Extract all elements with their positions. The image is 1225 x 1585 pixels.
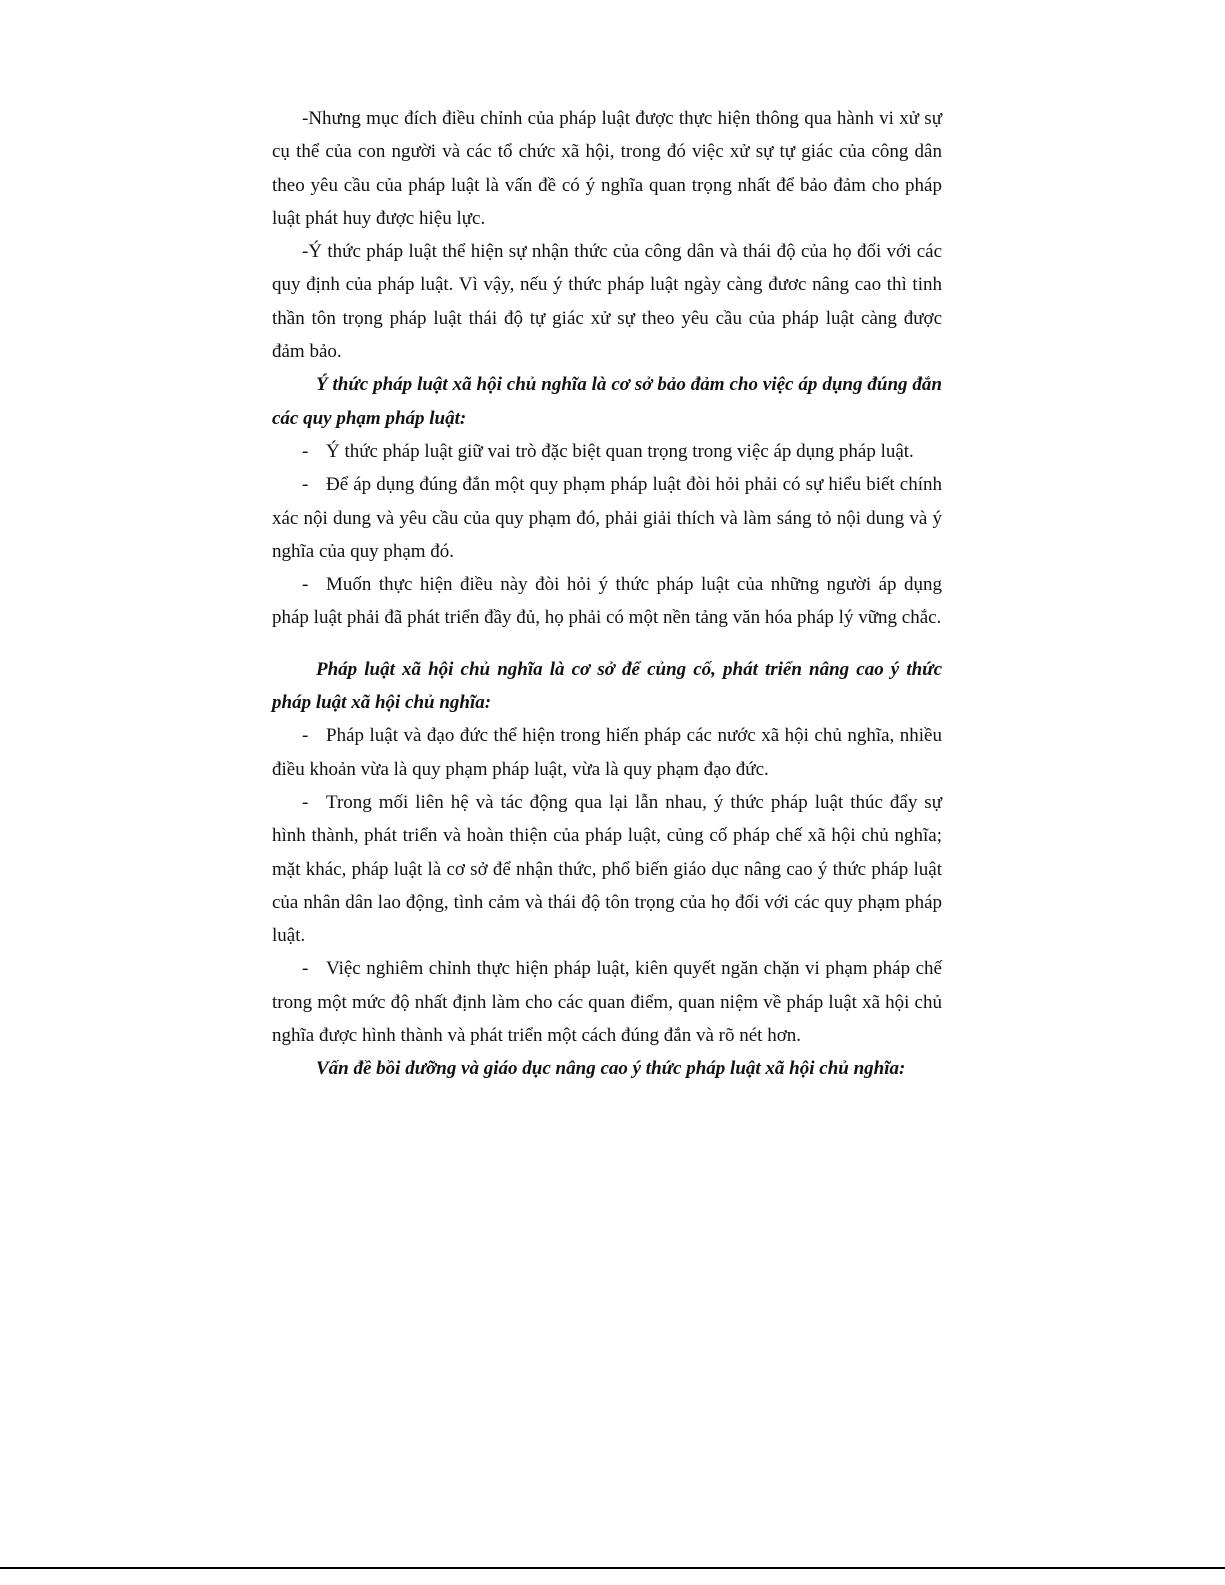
page-bottom-border (0, 1567, 1225, 1569)
paragraph-awareness: -Ý thức pháp luật thể hiện sự nhận thức của công dân và thái độ của họ đối với các quy định của pháp luật. Vì vậy, nếu ý thức pháp luật ngày càng đươc nâng cao thì tinh thần tôn trọng pháp luật thái độ tự giác xử sự theo yêu cầu của pháp luật càng được đảm bảo. (272, 241, 942, 363)
bullet-dash: - (302, 440, 309, 462)
spacer (272, 635, 942, 653)
paragraph-purpose: -Nhưng mục đích điều chỉnh của pháp luật được thực hiện thông qua hành vi xử sự cụ thể của con người và các tổ chức xã hội, trong đó việc xử sự tự giác của công dân theo yêu cầu của pháp luật là vấn đề có ý nghĩa quan trọng nhất để bảo đảm cho pháp luật phát huy được hiệu lực. (272, 108, 942, 229)
section-heading-consolidation: Pháp luật xã hội chủ nghĩa là cơ sở để củng cố, phát triển nâng cao ý thức pháp luật xã hội chủ nghĩa: (272, 658, 942, 714)
bullet-item (272, 719, 942, 786)
section-heading-education: Vấn đề bồi dưỡng và giáo dục nâng cao ý thức pháp luật xã hội chủ nghĩa: (316, 1058, 906, 1080)
bullet-dash: - (302, 574, 309, 596)
bullet-text: Pháp luật và đạo đức thể hiện trong hiến pháp các nước xã hội chủ nghĩa, nhiều điều khoản vừa là quy phạm pháp luật, vừa là quy phạm đạo đức. (272, 725, 942, 780)
bullet-dash: - (302, 474, 309, 496)
bullet-dash: - (302, 725, 309, 747)
bullet-text: Việc nghiêm chỉnh thực hiện pháp luật, kiên quyết ngăn chặn vi phạm pháp chế trong một mức độ nhất định làm cho các quan điểm, quan niệm về pháp luật xã hội chủ nghĩa được hình thành và phát triển một cách đúng đắn và rõ nét hơn. (272, 958, 942, 1047)
bullet-dash: - (302, 958, 309, 980)
bullet-text: Để áp dụng đúng đắn một quy phạm pháp luật đòi hỏi phải có sự hiểu biết chính xác nội dung và yêu cầu của quy phạm đó, phải giải thích và làm sáng tỏ nội dung và ý nghĩa của quy phạm đó. (272, 474, 942, 562)
document-body (272, 102, 942, 1086)
bullet-item (272, 568, 942, 635)
bullet-text: Ý thức pháp luật giữ vai trò đặc biệt quan trọng trong việc áp dụng pháp luật. (326, 440, 914, 462)
bullet-text: Muốn thực hiện điều này đòi hỏi ý thức pháp luật của những người áp dụng pháp luật phải đã phát triển đầy đủ, họ phải có một nền tảng văn hóa pháp lý vững chắc. (272, 574, 942, 629)
bullet-item (272, 435, 942, 468)
bullet-item (272, 786, 942, 952)
bullet-item (272, 952, 942, 1052)
bullet-item (272, 468, 942, 568)
bullet-text: Trong mối liên hệ và tác động qua lại lẫn nhau, ý thức pháp luật thúc đẩy sự hình thành, phát triển và hoàn thiện của pháp luật, củng cố pháp chế xã hội chủ nghĩa; mặt khác, pháp luật là cơ sở để nhận thức, phổ biến giáo dục nâng cao ý thức pháp luật của nhân dân lao động, tình cảm và thái độ tôn trọng của họ đối với các quy phạm pháp luật. (272, 791, 942, 947)
bullet-dash: - (302, 791, 309, 813)
section-heading-application: Ý thức pháp luật xã hội chủ nghĩa là cơ sở bảo đảm cho việc áp dụng đúng đắn các quy phạm pháp luật: (272, 374, 942, 429)
